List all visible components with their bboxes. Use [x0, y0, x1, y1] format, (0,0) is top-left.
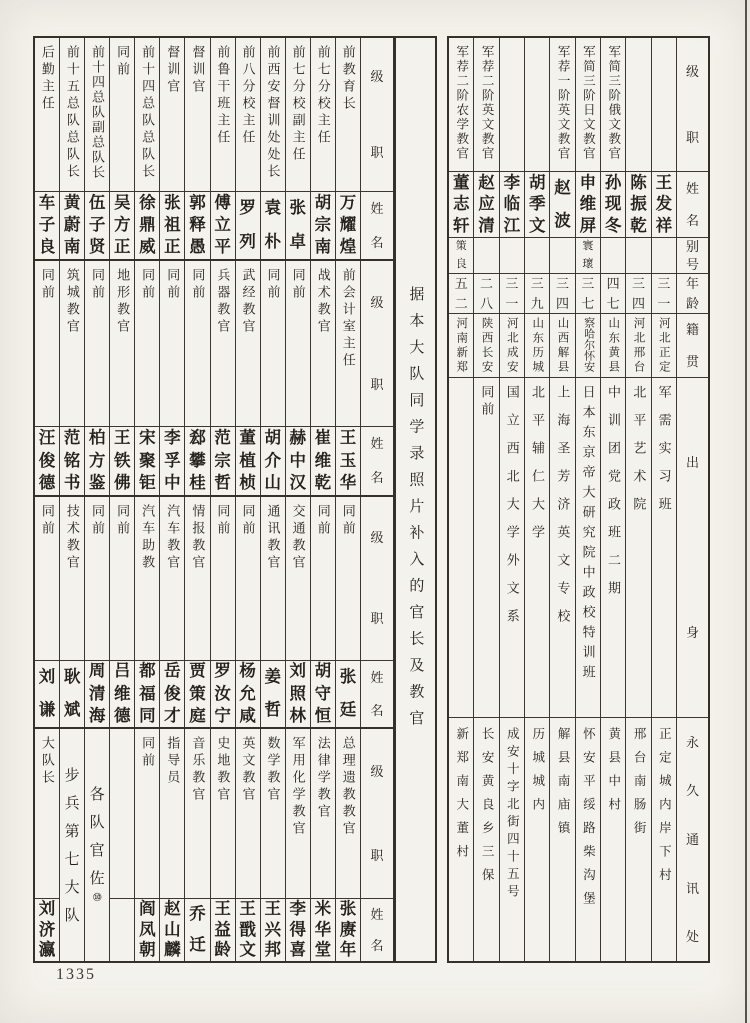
- officer-column: [134, 261, 159, 495]
- instructor-column: [575, 38, 600, 961]
- age-cell: 三 一: [500, 274, 524, 314]
- rank-cell: 后勤主任: [35, 38, 59, 192]
- officer-column: [260, 497, 285, 727]
- origin-cell: 中训团党政班二期: [601, 378, 625, 718]
- native-place-header: 籍 贯: [677, 314, 708, 378]
- officer-column: [134, 729, 159, 961]
- name-cell: 王 兴 邦: [264, 900, 281, 960]
- rank-cell: 同前: [110, 38, 134, 192]
- officer-column: [235, 497, 260, 727]
- name-cell: 罗 列: [239, 199, 256, 251]
- name-cell: 李 临 江: [500, 172, 524, 238]
- name-cell: 傅 立 平: [214, 193, 231, 257]
- alias-cell: [652, 238, 676, 274]
- page-number: 1335: [56, 966, 96, 983]
- officer-column: [235, 261, 260, 495]
- rank-header: 级 职: [361, 497, 393, 661]
- address-cell: 黄县中村: [606, 727, 621, 821]
- officer-column: [260, 729, 285, 961]
- alias-cell: [474, 238, 498, 274]
- name-cell: 吴 方 正: [114, 193, 131, 257]
- officer-column: [285, 261, 310, 495]
- officer-column: [35, 261, 59, 495]
- name-header: 姓 名: [370, 200, 384, 250]
- name-cell: 李 得 喜: [289, 900, 307, 960]
- name-cell: 徐 鼎 威: [139, 193, 156, 257]
- origin-cell: 日本东京帝大研究院中政校特训班: [576, 378, 600, 718]
- instructor-column: [499, 38, 524, 961]
- name-cell: 贾 策 庭: [189, 662, 206, 725]
- alias-cell: 寰 瓌: [576, 238, 600, 274]
- officer-column: [260, 261, 285, 495]
- address-cell: 历城城内: [530, 727, 545, 821]
- rank-cell: 前七分校主任: [311, 38, 335, 192]
- rank-cell: 同前: [336, 497, 360, 661]
- rank-header: 级 职: [361, 261, 393, 427]
- rank-cell: 前七分校副主任: [286, 38, 310, 192]
- left-table: [33, 36, 395, 963]
- rank-cell: 前十四总队副总队长: [85, 38, 109, 192]
- officer-tier: [35, 261, 393, 497]
- rank-cell: 兵器教官: [211, 261, 235, 427]
- officer-column: [335, 729, 360, 961]
- name-cell: [110, 899, 134, 961]
- name-cell: 宋 聚 钜: [139, 428, 156, 493]
- rank-cell: 同前: [236, 497, 260, 661]
- officer-column: [59, 261, 84, 495]
- rank-cell: 数学教官: [261, 729, 285, 899]
- name-cell: 郄 攀 桂: [189, 428, 206, 493]
- origin-header: 出 身: [677, 378, 708, 718]
- origin-cell: [449, 378, 473, 718]
- name-cell: 张 祖 正: [164, 193, 181, 257]
- native-place-cell: 山东黄县: [601, 314, 625, 378]
- instructor-column: [600, 38, 625, 961]
- name-cell: 王 戬 文: [239, 900, 256, 960]
- instructor-column: [625, 38, 650, 961]
- native-place-cell: 察哈尔怀安: [576, 314, 600, 378]
- rank-cell: 军荐一阶英文教官: [550, 38, 574, 172]
- name-cell: 袁 朴: [264, 199, 281, 251]
- rank-cell: 英文教官: [236, 729, 260, 899]
- name-cell: 孙 现 冬: [601, 172, 625, 238]
- age-cell: 四 七: [601, 274, 625, 314]
- officer-column: [184, 38, 209, 259]
- scan-edge-artifact: [745, 0, 747, 1023]
- rank-cell: 军简三阶俄文教官: [601, 38, 625, 172]
- address-cell: 邢台南肠街: [632, 727, 647, 845]
- name-cell: 罗 汝 宁: [214, 662, 231, 725]
- rank-header: 级 职: [361, 38, 393, 192]
- rank-header: 级 职: [677, 38, 708, 172]
- age-cell: 三 四: [626, 274, 650, 314]
- rank-cell: 汽车助教: [135, 497, 159, 661]
- rank-cell: [626, 38, 650, 172]
- section-title: 各 队 官 佐 ⑩: [89, 785, 105, 904]
- officer-column: [285, 38, 310, 259]
- instructor-column: [524, 38, 549, 961]
- officer-column: [159, 729, 184, 961]
- officer-column: [84, 38, 109, 259]
- name-cell: 米 华 堂: [314, 900, 332, 960]
- rank-cell: 同前: [35, 261, 59, 427]
- rank-cell: 军用化学教官: [286, 729, 310, 899]
- address-cell: 新郑南大董村: [454, 727, 469, 868]
- rank-cell: 军简三阶日文教官: [576, 38, 600, 172]
- rank-cell: 地形教官: [110, 261, 134, 427]
- officer-column: [59, 497, 84, 727]
- officer-column: [210, 261, 235, 495]
- officer-column: [35, 729, 59, 961]
- name-cell: 都 福 同: [139, 662, 156, 725]
- header-column: [360, 497, 393, 727]
- rank-cell: 军荐二阶英文教官: [474, 38, 498, 172]
- rank-cell: 前会计室主任: [336, 261, 360, 427]
- section-title: 步 兵 第 七 大 队: [64, 766, 80, 924]
- officer-column: [159, 261, 184, 495]
- rank-cell: 汽车教官: [160, 497, 184, 661]
- rank-cell: 前十四总队总队长: [135, 38, 159, 192]
- rank-cell: 同前: [135, 261, 159, 427]
- name-cell: 岳 俊 才: [164, 662, 181, 725]
- officer-column: [84, 261, 109, 495]
- rank-cell: 同前: [35, 497, 59, 661]
- name-cell: 周 清 海: [88, 662, 106, 725]
- rank-cell: 法律学教官: [311, 729, 335, 899]
- rank-header: 级 职: [361, 729, 393, 899]
- officer-column: [159, 497, 184, 727]
- rank-cell: 前八分校主任: [236, 38, 260, 192]
- name-cell: 范 铭 书: [63, 428, 81, 493]
- name-cell: 张 廷: [339, 667, 357, 720]
- address-cell: 正定城内岸下村: [657, 727, 672, 892]
- header-column: [360, 729, 393, 961]
- rank-cell: 总理遗教教官: [336, 729, 360, 899]
- name-cell: 郭 释 愚: [189, 193, 206, 257]
- age-header: 年 龄: [677, 274, 708, 314]
- age-cell: 三 四: [550, 274, 574, 314]
- name-header: 姓 名: [370, 669, 384, 718]
- instructor-column: [549, 38, 574, 961]
- officer-column: [235, 729, 260, 961]
- rank-cell: [652, 38, 676, 172]
- name-header: 姓 名: [370, 907, 384, 953]
- officer-tier: [35, 38, 393, 261]
- officer-tier: [35, 497, 393, 729]
- name-cell: 董 植 桢: [239, 428, 256, 493]
- age-cell: 三 七: [576, 274, 600, 314]
- right-table: [447, 36, 710, 963]
- native-place-cell: 河南新郑: [449, 314, 473, 378]
- name-cell: 张 赓 年: [339, 900, 357, 960]
- officer-column: [109, 729, 134, 961]
- native-place-cell: 河北正定: [652, 314, 676, 378]
- rank-cell: 史地教官: [211, 729, 235, 899]
- age-cell: 三 九: [525, 274, 549, 314]
- name-cell: 王 发 祥: [652, 172, 676, 238]
- officer-column: [184, 729, 209, 961]
- rank-cell: 同前: [185, 261, 209, 427]
- name-cell: 杨 允 咸: [239, 662, 256, 725]
- name-cell: 董 志 轩: [449, 172, 473, 238]
- name-cell: 柏 方 鉴: [88, 428, 106, 493]
- name-cell: 李 孚 中: [164, 428, 181, 493]
- name-cell: 王 益 龄: [214, 900, 231, 960]
- annotation-note: 据本大队同学录照片补入的官长及教官: [407, 286, 425, 737]
- native-place-cell: 山西解县: [550, 314, 574, 378]
- name-cell: 王 玉 华: [339, 428, 357, 493]
- officer-column: [260, 38, 285, 259]
- officer-column: [210, 38, 235, 259]
- officer-column: [184, 261, 209, 495]
- rank-cell: 同前: [286, 261, 310, 427]
- rank-cell: 同前: [110, 497, 134, 661]
- rank-cell: 前西安督训处处长: [261, 38, 285, 192]
- rank-cell: 情报教官: [185, 497, 209, 661]
- rank-cell: 武经教官: [236, 261, 260, 427]
- rank-cell: 督训官: [185, 38, 209, 192]
- alias-header: 别 号: [677, 238, 708, 274]
- officer-column: [210, 497, 235, 727]
- name-cell: 刘 济 瀛: [38, 900, 56, 960]
- name-cell: 崔 维 乾: [314, 428, 332, 493]
- address-cell: 长安黄良乡三保: [480, 727, 495, 892]
- name-header: 姓 名: [370, 436, 384, 486]
- alias-cell: [525, 238, 549, 274]
- rank-cell: 指导员: [160, 729, 184, 899]
- officer-column: [184, 497, 209, 727]
- name-cell: 黄 蔚 南: [63, 193, 81, 257]
- section-title-column: [84, 729, 109, 961]
- rank-cell: 同前: [261, 261, 285, 427]
- alias-cell: 策 良: [449, 238, 473, 274]
- name-cell: 刘 谦: [38, 667, 56, 720]
- officer-column: [159, 38, 184, 259]
- officer-column: [335, 261, 360, 495]
- rank-cell: 大队长: [35, 729, 59, 899]
- name-cell: 汪 俊 德: [38, 428, 56, 493]
- officer-column: [310, 261, 335, 495]
- name-cell: 张 卓: [289, 199, 307, 251]
- address-cell: 怀安平绥路柴沟堡: [581, 727, 596, 915]
- officer-column: [285, 729, 310, 961]
- name-cell: 胡 守 恒: [314, 662, 332, 725]
- officer-column: [35, 497, 59, 727]
- rank-cell: 前教育长: [336, 38, 360, 192]
- instructor-column: [449, 38, 473, 961]
- rank-cell: [110, 729, 134, 899]
- origin-cell: 军需实习班: [652, 378, 676, 718]
- rank-cell: 督训官: [160, 38, 184, 192]
- instructor-column: [473, 38, 498, 961]
- rank-cell: 交通教官: [286, 497, 310, 661]
- age-cell: 五 二: [449, 274, 473, 314]
- rank-cell: 技术教官: [60, 497, 84, 661]
- officer-column: [210, 729, 235, 961]
- officer-column: [285, 497, 310, 727]
- name-cell: 耿 斌: [63, 667, 81, 720]
- age-cell: 二 八: [474, 274, 498, 314]
- native-place-cell: 河北成安: [500, 314, 524, 378]
- rank-cell: 同前: [211, 497, 235, 661]
- name-cell: 胡 宗 南: [314, 193, 332, 257]
- officer-column: [109, 261, 134, 495]
- rank-cell: 同前: [160, 261, 184, 427]
- name-header: 姓 名: [677, 172, 708, 238]
- name-cell: 伍 子 贤: [88, 193, 106, 257]
- age-cell: 三 一: [652, 274, 676, 314]
- origin-cell: 北平艺术院: [626, 378, 650, 718]
- officer-column: [109, 497, 134, 727]
- name-cell: 陈 振 乾: [626, 172, 650, 238]
- name-cell: 乔 迁: [189, 905, 206, 955]
- name-cell: 姜 哲: [264, 667, 281, 720]
- officer-column: [35, 38, 59, 259]
- officer-column: [335, 497, 360, 727]
- rank-cell: 军荐二阶农学教官: [449, 38, 473, 172]
- rank-cell: 前十五总队总队长: [60, 38, 84, 192]
- address-header: 永 久 通 讯 处: [685, 734, 699, 945]
- address-cell: 成安十字北街四十五号: [505, 727, 520, 902]
- officer-column: [310, 497, 335, 727]
- rank-cell: 同前: [311, 497, 335, 661]
- name-cell: 胡 季 文: [525, 172, 549, 238]
- rank-cell: 同前: [85, 261, 109, 427]
- header-column: [360, 38, 393, 259]
- name-cell: 赵 波: [550, 172, 574, 238]
- name-cell: 吕 维 德: [114, 662, 131, 725]
- name-cell: 赵 山 麟: [164, 900, 181, 960]
- native-place-cell: 河北邢台: [626, 314, 650, 378]
- officer-column: [335, 38, 360, 259]
- name-cell: 范 宗 哲: [214, 428, 231, 493]
- name-cell: 车 子 良: [38, 193, 56, 257]
- alias-cell: [601, 238, 625, 274]
- name-cell: 万 耀 煌: [339, 193, 357, 257]
- origin-cell: 上海圣芳济英文专校: [550, 378, 574, 718]
- officer-tier: [35, 729, 393, 961]
- rank-cell: 同前: [85, 497, 109, 661]
- section-title-column: [59, 729, 84, 961]
- officer-column: [235, 38, 260, 259]
- officer-column: [109, 38, 134, 259]
- address-cell: 解县南庙镇: [556, 727, 571, 845]
- instructor-column: [651, 38, 676, 961]
- header-column: [676, 38, 708, 961]
- alias-cell: [550, 238, 574, 274]
- annotation-mark: ⑩: [92, 891, 103, 904]
- officer-column: [134, 38, 159, 259]
- header-column: [360, 261, 393, 495]
- rank-cell: 通讯教官: [261, 497, 285, 661]
- rank-cell: 战术教官: [311, 261, 335, 427]
- note-column: [395, 36, 437, 963]
- name-cell: 申 维 屏: [576, 172, 600, 238]
- officer-column: [59, 38, 84, 259]
- origin-cell: 同前: [474, 378, 498, 718]
- native-place-cell: 山东历城: [525, 314, 549, 378]
- name-cell: 赵 应 清: [474, 172, 498, 238]
- name-cell: 刘 照 林: [289, 662, 307, 725]
- alias-cell: [500, 238, 524, 274]
- officer-column: [310, 38, 335, 259]
- origin-cell: 国立西北大学外文系: [500, 378, 524, 718]
- rank-cell: 音乐教官: [185, 729, 209, 899]
- rank-cell: [500, 38, 524, 172]
- officer-column: [84, 497, 109, 727]
- origin-cell: 北平辅仁大学: [525, 378, 549, 718]
- rank-cell: 同前: [135, 729, 159, 899]
- name-cell: 胡 介 山: [264, 428, 281, 493]
- officer-column: [310, 729, 335, 961]
- name-cell: 阎 凤 朝: [139, 900, 156, 960]
- rank-cell: 前鲁干班主任: [211, 38, 235, 192]
- rank-cell: 筑城教官: [60, 261, 84, 427]
- name-cell: 赫 中 汉: [289, 428, 307, 493]
- name-cell: 王 铁 佛: [114, 428, 131, 493]
- native-place-cell: 陕西长安: [474, 314, 498, 378]
- alias-cell: [626, 238, 650, 274]
- officer-column: [134, 497, 159, 727]
- rank-cell: [525, 38, 549, 172]
